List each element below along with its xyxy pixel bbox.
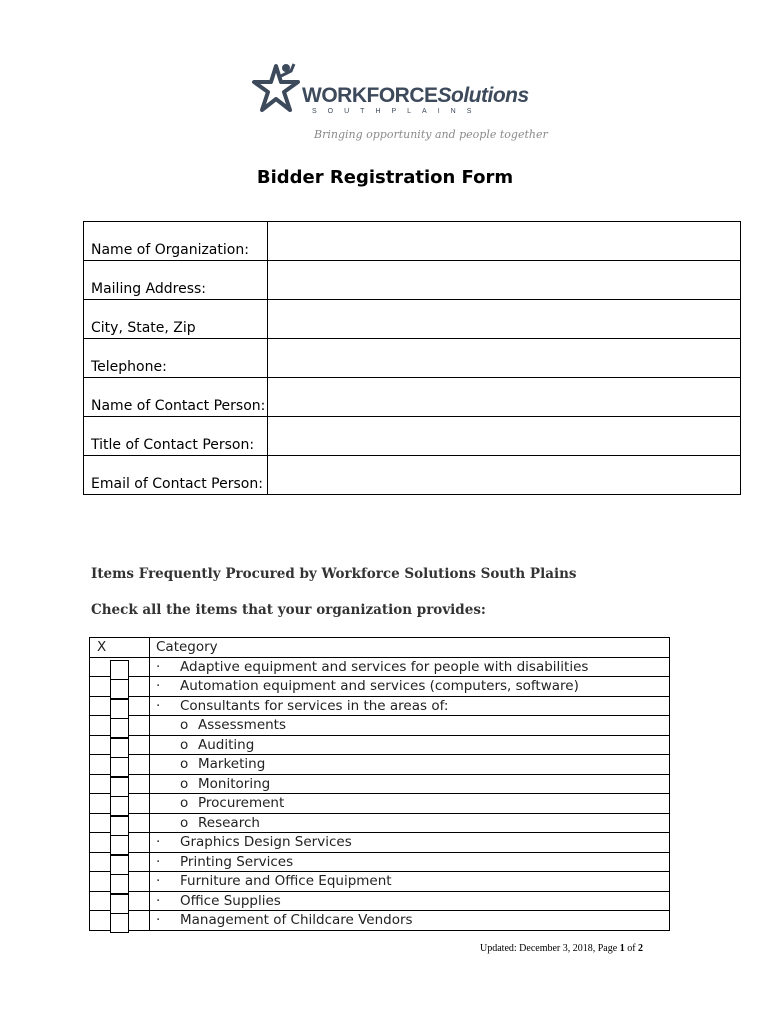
- item-category: [150, 696, 670, 716]
- item-check-cell: [90, 716, 150, 736]
- field-label: Email of Contact Person:: [84, 456, 268, 495]
- items-table: [89, 637, 670, 931]
- item-row: [90, 833, 670, 853]
- item-check-cell: [90, 852, 150, 872]
- field-label: Name of Contact Person:: [84, 378, 268, 417]
- logo-tagline: Bringing opportunity and people together: [314, 128, 548, 141]
- item-category: [150, 891, 670, 911]
- item-category: [150, 677, 670, 697]
- bullet: ·: [156, 658, 161, 675]
- item-text: Graphics Design Services: [180, 834, 352, 851]
- item-row: [90, 696, 670, 716]
- item-text: Auditing: [198, 736, 255, 753]
- sub-bullet: o: [180, 795, 189, 812]
- item-row: [90, 755, 670, 775]
- registration-row: [84, 456, 741, 495]
- item-row: [90, 891, 670, 911]
- registration-row: [84, 300, 741, 339]
- item-category: [150, 852, 670, 872]
- item-check-cell: [90, 872, 150, 892]
- item-row: [90, 657, 670, 677]
- field-value-input[interactable]: [268, 417, 741, 456]
- item-text: Office Supplies: [180, 892, 281, 909]
- item-row: [90, 794, 670, 814]
- item-category: [150, 774, 670, 794]
- field-value-input[interactable]: [268, 339, 741, 378]
- bullet: ·: [156, 912, 161, 929]
- item-text: Adaptive equipment and services for people with disabilities: [180, 658, 589, 675]
- item-category: [150, 813, 670, 833]
- item-text: Consultants for services in the areas of:: [180, 697, 449, 714]
- item-check-cell: [90, 677, 150, 697]
- item-category: [150, 735, 670, 755]
- star-figure-icon: [250, 62, 302, 120]
- registration-row: [84, 339, 741, 378]
- item-text: Automation equipment and services (computers, software): [180, 678, 579, 695]
- item-check-cell: [90, 833, 150, 853]
- item-text: Research: [198, 814, 260, 831]
- field-label: Mailing Address:: [84, 261, 268, 300]
- item-row: [90, 735, 670, 755]
- page-footer: Updated: December 3, 2018, Page 1 of 2: [480, 943, 644, 954]
- bullet: ·: [156, 853, 161, 870]
- bullet: ·: [156, 892, 161, 909]
- item-category: [150, 794, 670, 814]
- item-text: Printing Services: [180, 853, 294, 870]
- item-check-cell: [90, 794, 150, 814]
- item-row: [90, 813, 670, 833]
- registration-row: [84, 378, 741, 417]
- item-text: Marketing: [198, 756, 266, 773]
- field-label: Telephone:: [84, 339, 268, 378]
- item-row: [90, 716, 670, 736]
- item-category: [150, 657, 670, 677]
- registration-row: [84, 261, 741, 300]
- workforce-solutions-logo: [250, 62, 548, 154]
- item-category: [150, 833, 670, 853]
- item-check-cell: [90, 813, 150, 833]
- header-x: X: [90, 638, 150, 658]
- field-label: Title of Contact Person:: [84, 417, 268, 456]
- item-text: Management of Childcare Vendors: [180, 912, 413, 929]
- sub-bullet: o: [180, 736, 189, 753]
- sub-bullet: o: [180, 775, 189, 792]
- item-category: [150, 716, 670, 736]
- header-category: Category: [150, 638, 670, 658]
- bullet: ·: [156, 834, 161, 851]
- registration-row: [84, 417, 741, 456]
- item-check-cell: [90, 891, 150, 911]
- item-category: [150, 755, 670, 775]
- bullet: ·: [156, 873, 161, 890]
- field-label: Name of Organization:: [84, 222, 268, 261]
- bullet: ·: [156, 678, 161, 695]
- field-value-input[interactable]: [268, 261, 741, 300]
- item-text: Monitoring: [198, 775, 271, 792]
- item-row: [90, 852, 670, 872]
- item-category: [150, 872, 670, 892]
- field-value-input[interactable]: [268, 300, 741, 339]
- instruction-text: Check all the items that your organization provides:: [91, 602, 486, 618]
- section-heading: Items Frequently Procured by Workforce Solutions South Plains: [91, 566, 577, 582]
- logo-wordmark: WORKFORCESolutions: [302, 84, 529, 107]
- item-check-cell: [90, 657, 150, 677]
- field-value-input[interactable]: [268, 456, 741, 495]
- item-row: [90, 774, 670, 794]
- sub-bullet: o: [180, 814, 189, 831]
- sub-bullet: o: [180, 756, 189, 773]
- form-title: Bidder Registration Form: [256, 167, 514, 188]
- item-text: Assessments: [198, 717, 287, 734]
- item-row: [90, 872, 670, 892]
- logo-subtitle: SOUTHPLAINS: [312, 108, 483, 115]
- item-checkbox[interactable]: [110, 913, 129, 933]
- bullet: ·: [156, 697, 161, 714]
- field-value-input[interactable]: [268, 378, 741, 417]
- item-check-cell: [90, 735, 150, 755]
- registration-table: [83, 221, 741, 495]
- item-check-cell: [90, 911, 150, 931]
- field-label: City, State, Zip: [84, 300, 268, 339]
- item-category: [150, 911, 670, 931]
- item-text: Furniture and Office Equipment: [180, 873, 392, 890]
- sub-bullet: o: [180, 717, 189, 734]
- item-check-cell: [90, 755, 150, 775]
- item-row: [90, 911, 670, 931]
- field-value-input[interactable]: [268, 222, 741, 261]
- item-text: Procurement: [198, 795, 285, 812]
- item-check-cell: [90, 774, 150, 794]
- item-row: [90, 677, 670, 697]
- items-header-row: [90, 638, 670, 658]
- registration-row: [84, 222, 741, 261]
- item-check-cell: [90, 696, 150, 716]
